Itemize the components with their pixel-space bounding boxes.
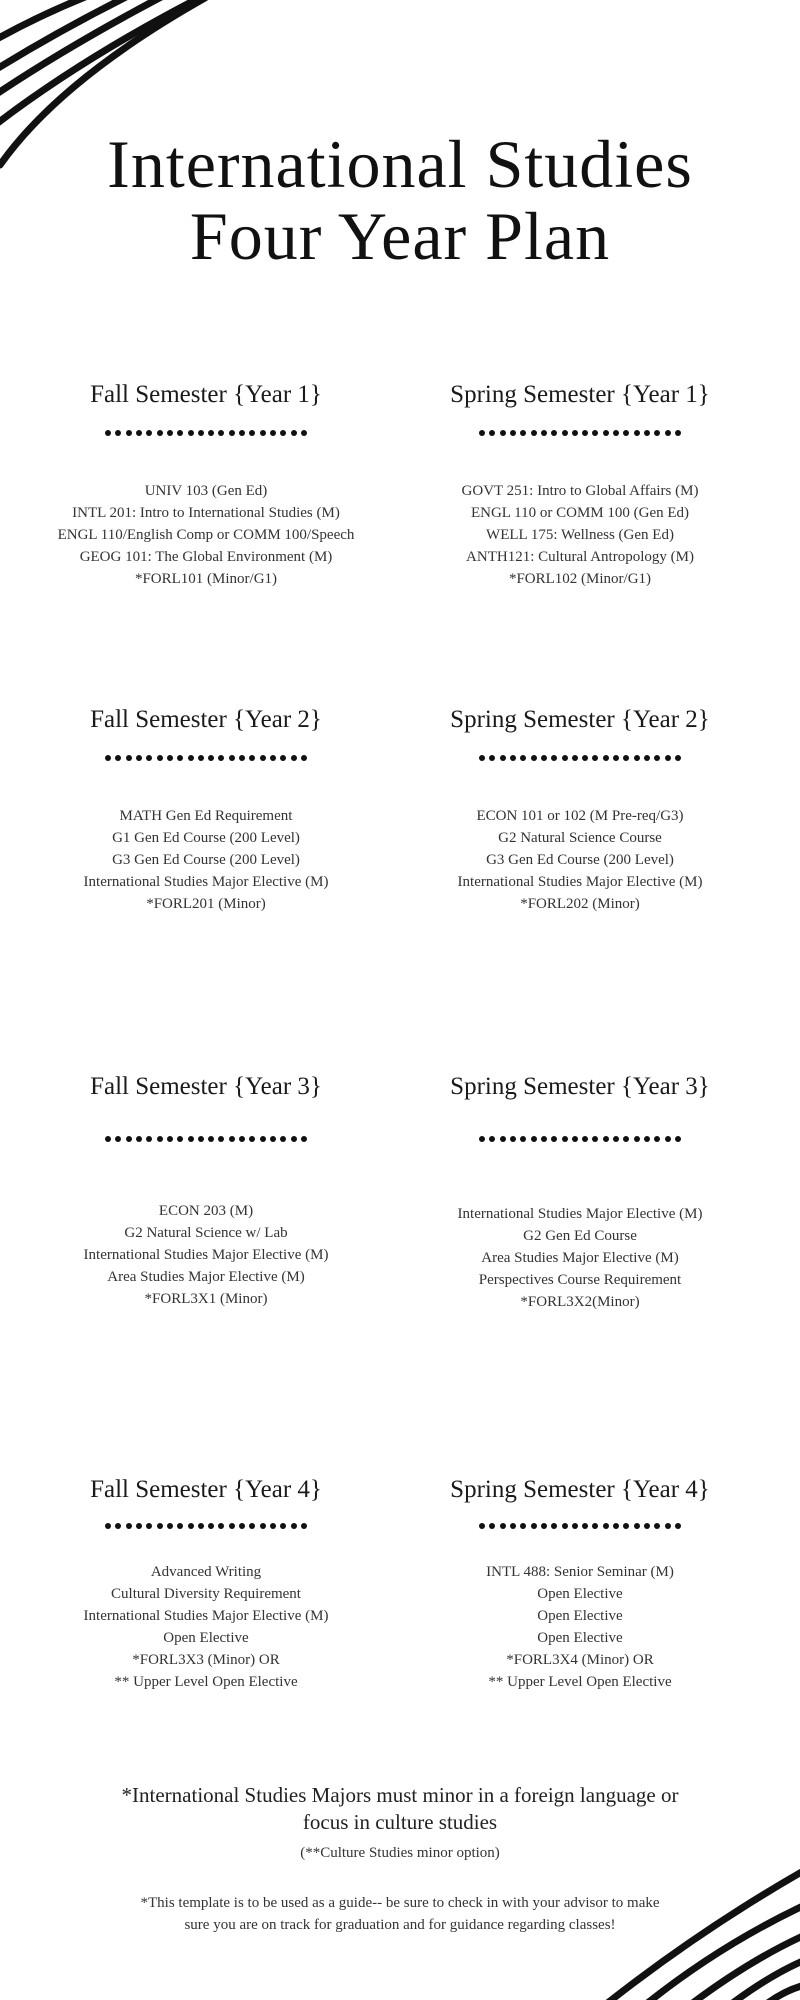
divider-dot <box>177 755 183 761</box>
divider-dot <box>301 430 307 436</box>
divider-dot <box>592 755 598 761</box>
divider-dot <box>489 1523 495 1529</box>
course-item: Open Elective <box>537 1608 623 1624</box>
course-item: *FORL3X1 (Minor) <box>144 1291 268 1307</box>
divider-dot <box>167 430 173 436</box>
divider-dot <box>613 1523 619 1529</box>
course-list <box>390 805 770 915</box>
divider-dot <box>270 1523 276 1529</box>
divider-dot <box>115 1136 121 1142</box>
divider-dot <box>126 1136 132 1142</box>
divider-dot <box>623 1523 629 1529</box>
divider-dot <box>541 430 547 436</box>
guide-note-line-2: sure you are on track for graduation and for guidance regarding classes! <box>184 1917 616 1933</box>
divider-dot <box>520 755 526 761</box>
divider-dot <box>177 1136 183 1142</box>
divider-dot <box>510 1136 516 1142</box>
divider-dot <box>280 1136 286 1142</box>
divider-dot <box>675 755 681 761</box>
semester-heading: Spring Semester {Year 1} <box>450 381 710 408</box>
divider-dot <box>644 1523 650 1529</box>
divider-dot <box>582 755 588 761</box>
divider-dot <box>582 430 588 436</box>
divider-dot <box>157 1523 163 1529</box>
course-item: *FORL3X2(Minor) <box>520 1294 640 1310</box>
course-item: International Studies Major Elective (M) <box>457 1206 703 1222</box>
divider-dot <box>291 430 297 436</box>
divider-dot <box>198 755 204 761</box>
divider-dot <box>520 1136 526 1142</box>
divider-dot <box>613 1136 619 1142</box>
course-item: Cultural Diversity Requirement <box>111 1586 301 1602</box>
divider-dot <box>188 1523 194 1529</box>
divider-dot <box>136 430 142 436</box>
course-item: International Studies Major Elective (M) <box>83 874 329 890</box>
course-list <box>16 1561 396 1693</box>
semester-spring-year-2 <box>390 705 770 915</box>
divider-dot <box>208 755 214 761</box>
divider-dot <box>551 1523 557 1529</box>
divider-dot <box>634 1523 640 1529</box>
divider-dot <box>280 755 286 761</box>
divider-dot <box>592 1136 598 1142</box>
divider-dot <box>675 1523 681 1529</box>
dot-divider <box>390 1523 770 1535</box>
divider-dot <box>500 430 506 436</box>
course-item: G3 Gen Ed Course (200 Level) <box>486 852 674 868</box>
divider-dot <box>291 1523 297 1529</box>
course-item: ENGL 110 or COMM 100 (Gen Ed) <box>470 505 690 521</box>
semester-heading: Fall Semester {Year 3} <box>90 1073 322 1100</box>
dot-divider <box>390 755 770 767</box>
course-item: GOVT 251: Intro to Global Affairs (M) <box>461 483 699 499</box>
divider-dot <box>572 430 578 436</box>
divider-dot <box>654 1136 660 1142</box>
divider-dot <box>644 755 650 761</box>
divider-dot <box>479 755 485 761</box>
culture-studies-note: (**Culture Studies minor option) <box>300 1845 500 1861</box>
divider-dot <box>136 1136 142 1142</box>
dot-divider <box>390 430 770 442</box>
divider-dot <box>208 1523 214 1529</box>
divider-dot <box>479 1523 485 1529</box>
divider-dot <box>665 1523 671 1529</box>
dot-divider <box>16 1136 396 1148</box>
course-item: WELL 175: Wellness (Gen Ed) <box>486 527 674 543</box>
course-item: INTL 488: Senior Seminar (M) <box>486 1564 674 1580</box>
course-item: GEOG 101: The Global Environment (M) <box>79 549 333 565</box>
divider-dot <box>146 1523 152 1529</box>
course-item: *FORL3X4 (Minor) OR <box>506 1652 654 1668</box>
course-item: Advanced Writing <box>150 1564 262 1580</box>
course-item: INTL 201: Intro to International Studies (M) <box>72 505 340 521</box>
divider-dot <box>115 1523 121 1529</box>
divider-dot <box>665 755 671 761</box>
divider-dot <box>105 755 111 761</box>
divider-dot <box>115 755 121 761</box>
divider-dot <box>198 1136 204 1142</box>
divider-dot <box>500 1136 506 1142</box>
course-item: *FORL201 (Minor) <box>146 896 266 912</box>
divider-dot <box>157 430 163 436</box>
divider-dot <box>270 430 276 436</box>
semester-spring-year-4 <box>390 1475 770 1693</box>
divider-dot <box>167 755 173 761</box>
divider-dot <box>479 430 485 436</box>
divider-dot <box>218 1136 224 1142</box>
divider-dot <box>218 430 224 436</box>
divider-dot <box>520 1523 526 1529</box>
divider-dot <box>592 430 598 436</box>
course-item: ECON 101 or 102 (M Pre-req/G3) <box>476 808 684 824</box>
divider-dot <box>218 755 224 761</box>
divider-dot <box>301 1523 307 1529</box>
divider-dot <box>146 755 152 761</box>
divider-dot <box>249 1136 255 1142</box>
dot-divider <box>16 430 396 442</box>
course-list <box>390 1203 770 1313</box>
divider-dot <box>644 430 650 436</box>
course-item: *FORL102 (Minor/G1) <box>508 571 652 587</box>
divider-dot <box>489 430 495 436</box>
course-list <box>390 1561 770 1693</box>
divider-dot <box>562 1523 568 1529</box>
divider-dot <box>280 430 286 436</box>
divider-dot <box>675 1136 681 1142</box>
divider-dot <box>146 1136 152 1142</box>
course-list <box>16 805 396 915</box>
divider-dot <box>239 1523 245 1529</box>
guide-note-line-1: *This template is to be used as a guide-- be sure to check in with your advisor to make <box>140 1895 660 1911</box>
title-line-2: Four Year Plan <box>189 198 611 274</box>
course-item: International Studies Major Elective (M) <box>457 874 703 890</box>
divider-dot <box>551 755 557 761</box>
course-item: *FORL101 (Minor/G1) <box>134 571 278 587</box>
divider-dot <box>208 1136 214 1142</box>
semester-heading: Spring Semester {Year 4} <box>450 1476 710 1503</box>
divider-dot <box>198 430 204 436</box>
semester-heading: Spring Semester {Year 2} <box>450 706 710 733</box>
course-item: UNIV 103 (Gen Ed) <box>144 483 268 499</box>
divider-dot <box>592 1523 598 1529</box>
course-item: ENGL 110/English Comp or COMM 100/Speech <box>57 527 355 543</box>
divider-dot <box>541 755 547 761</box>
divider-dot <box>260 1136 266 1142</box>
divider-dot <box>167 1523 173 1529</box>
divider-dot <box>654 755 660 761</box>
divider-dot <box>188 1136 194 1142</box>
divider-dot <box>572 1523 578 1529</box>
course-item: ECON 203 (M) <box>158 1203 254 1219</box>
divider-dot <box>675 430 681 436</box>
divider-dot <box>146 430 152 436</box>
divider-dot <box>510 755 516 761</box>
divider-dot <box>634 430 640 436</box>
title-line-1: International Studies <box>107 126 693 202</box>
course-item: G2 Gen Ed Course <box>523 1228 637 1244</box>
divider-dot <box>510 1523 516 1529</box>
divider-dot <box>665 1136 671 1142</box>
divider-dot <box>531 1136 537 1142</box>
divider-dot <box>208 430 214 436</box>
divider-dot <box>562 430 568 436</box>
divider-dot <box>562 1136 568 1142</box>
divider-dot <box>634 755 640 761</box>
divider-dot <box>541 1523 547 1529</box>
course-list <box>16 1200 396 1310</box>
divider-dot <box>229 755 235 761</box>
divider-dot <box>500 1523 506 1529</box>
divider-dot <box>582 1136 588 1142</box>
minor-note-line-2: focus in culture studies <box>302 1810 498 1834</box>
divider-dot <box>623 430 629 436</box>
divider-dot <box>613 430 619 436</box>
divider-dot <box>280 1523 286 1529</box>
divider-dot <box>239 1136 245 1142</box>
course-item: Area Studies Major Elective (M) <box>107 1269 305 1285</box>
divider-dot <box>623 755 629 761</box>
divider-dot <box>603 1136 609 1142</box>
divider-dot <box>249 755 255 761</box>
minor-note-line-1: *International Studies Majors must minor in a foreign language or <box>121 1783 679 1807</box>
divider-dot <box>665 430 671 436</box>
divider-dot <box>603 430 609 436</box>
course-item: *FORL202 (Minor) <box>520 896 640 912</box>
divider-dot <box>260 1523 266 1529</box>
course-item: G2 Natural Science Course <box>498 830 662 846</box>
divider-dot <box>551 1136 557 1142</box>
divider-dot <box>654 430 660 436</box>
advisor-guidance-note <box>0 1892 800 1936</box>
semester-fall-year-2 <box>16 705 396 915</box>
course-item: ** Upper Level Open Elective <box>114 1674 298 1690</box>
semester-spring-year-1 <box>390 380 770 590</box>
course-item: International Studies Major Elective (M) <box>83 1247 329 1263</box>
semester-heading: Fall Semester {Year 2} <box>90 706 322 733</box>
divider-dot <box>613 755 619 761</box>
divider-dot <box>270 755 276 761</box>
divider-dot <box>644 1136 650 1142</box>
divider-dot <box>136 755 142 761</box>
divider-dot <box>291 1136 297 1142</box>
divider-dot <box>301 1136 307 1142</box>
divider-dot <box>531 755 537 761</box>
semester-heading: Fall Semester {Year 4} <box>90 1476 322 1503</box>
divider-dot <box>510 430 516 436</box>
divider-dot <box>654 1523 660 1529</box>
divider-dot <box>157 755 163 761</box>
semester-heading: Spring Semester {Year 3} <box>450 1073 710 1100</box>
course-item: International Studies Major Elective (M) <box>83 1608 329 1624</box>
dot-divider <box>16 755 396 767</box>
divider-dot <box>188 430 194 436</box>
divider-dot <box>500 755 506 761</box>
divider-dot <box>531 1523 537 1529</box>
divider-dot <box>551 430 557 436</box>
course-item: Area Studies Major Elective (M) <box>481 1250 679 1266</box>
divider-dot <box>177 1523 183 1529</box>
divider-dot <box>623 1136 629 1142</box>
dot-divider <box>16 1523 396 1535</box>
divider-dot <box>479 1136 485 1142</box>
divider-dot <box>291 755 297 761</box>
divider-dot <box>260 755 266 761</box>
divider-dot <box>489 1136 495 1142</box>
course-item: MATH Gen Ed Requirement <box>119 808 293 824</box>
divider-dot <box>270 1136 276 1142</box>
course-item: Open Elective <box>537 1630 623 1646</box>
divider-dot <box>136 1523 142 1529</box>
course-item: Open Elective <box>163 1630 249 1646</box>
course-item: Open Elective <box>537 1586 623 1602</box>
divider-dot <box>177 430 183 436</box>
minor-requirement-note <box>0 1782 800 1836</box>
divider-dot <box>603 1523 609 1529</box>
divider-dot <box>105 1523 111 1529</box>
divider-dot <box>115 430 121 436</box>
divider-dot <box>229 1523 235 1529</box>
divider-dot <box>157 1136 163 1142</box>
course-item: Perspectives Course Requirement <box>478 1272 682 1288</box>
divider-dot <box>105 1136 111 1142</box>
divider-dot <box>239 755 245 761</box>
divider-dot <box>260 430 266 436</box>
divider-dot <box>126 755 132 761</box>
divider-dot <box>198 1523 204 1529</box>
divider-dot <box>188 755 194 761</box>
semester-heading: Fall Semester {Year 1} <box>90 381 322 408</box>
divider-dot <box>167 1136 173 1142</box>
divider-dot <box>572 755 578 761</box>
divider-dot <box>520 430 526 436</box>
divider-dot <box>572 1136 578 1142</box>
course-item: ANTH121: Cultural Antropology (M) <box>466 549 694 565</box>
divider-dot <box>239 430 245 436</box>
divider-dot <box>301 755 307 761</box>
divider-dot <box>562 755 568 761</box>
course-item: G1 Gen Ed Course (200 Level) <box>112 830 300 846</box>
semester-fall-year-4 <box>16 1475 396 1693</box>
dot-divider <box>390 1136 770 1148</box>
divider-dot <box>218 1523 224 1529</box>
course-list <box>390 480 770 590</box>
divider-dot <box>229 1136 235 1142</box>
divider-dot <box>249 430 255 436</box>
semester-fall-year-1 <box>16 380 396 590</box>
divider-dot <box>126 430 132 436</box>
divider-dot <box>603 755 609 761</box>
course-item: G3 Gen Ed Course (200 Level) <box>112 852 300 868</box>
course-item: *FORL3X3 (Minor) OR <box>132 1652 280 1668</box>
divider-dot <box>541 1136 547 1142</box>
divider-dot <box>229 430 235 436</box>
divider-dot <box>489 755 495 761</box>
page-title <box>0 128 800 272</box>
semester-spring-year-3 <box>390 1072 770 1313</box>
divider-dot <box>126 1523 132 1529</box>
divider-dot <box>634 1136 640 1142</box>
course-item: G2 Natural Science w/ Lab <box>124 1225 288 1241</box>
divider-dot <box>105 430 111 436</box>
course-list <box>16 480 396 590</box>
divider-dot <box>531 430 537 436</box>
divider-dot <box>582 1523 588 1529</box>
semester-fall-year-3 <box>16 1072 396 1310</box>
divider-dot <box>249 1523 255 1529</box>
course-item: ** Upper Level Open Elective <box>488 1674 672 1690</box>
